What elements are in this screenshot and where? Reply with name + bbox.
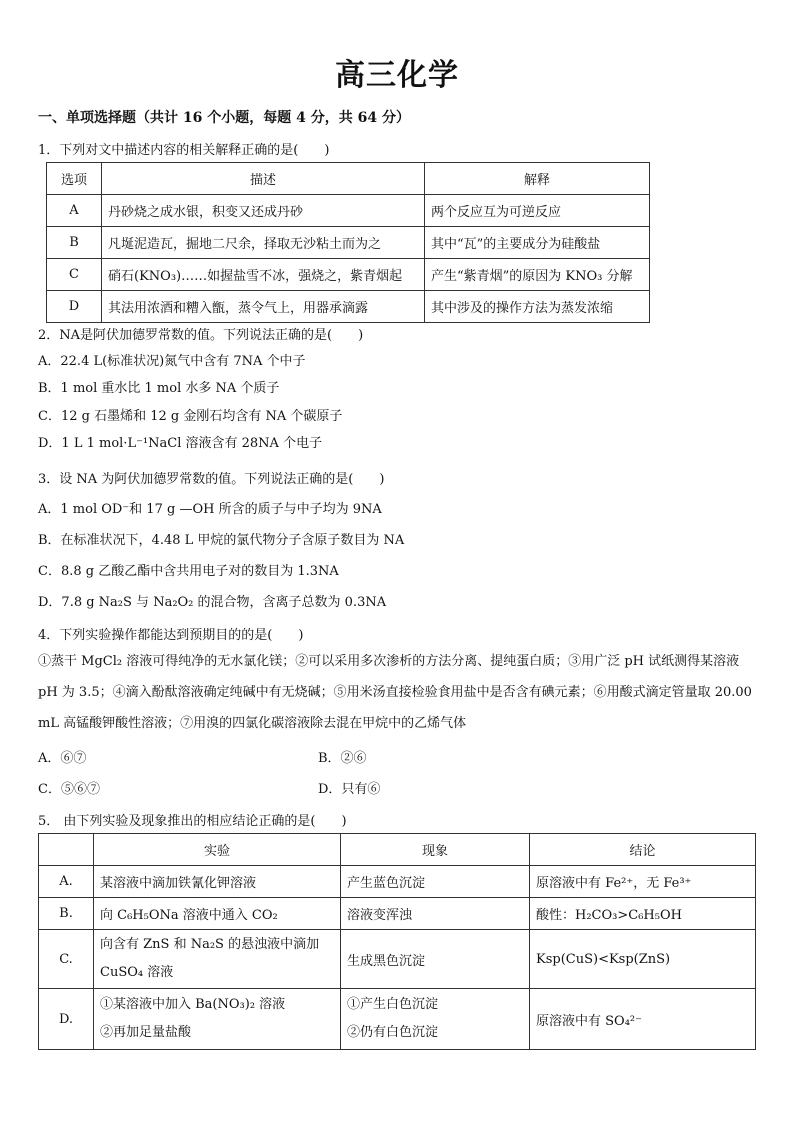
table-cell: 两个反应互为可逆反应 [425,195,650,227]
q2-stem: 2．NA是阿伏加德罗常数的值。下列说法正确的是( ) [38,328,364,343]
header-cell: 结论 [530,834,756,866]
table-cell: A [47,195,102,227]
table-cell: 产生“紫青烟”的原因为 KNO₃ 分解 [425,259,650,291]
header-cell: 现象 [341,834,530,866]
table-row [39,989,756,1050]
table-cell [94,930,341,989]
q5-stem: 5． 由下列实验及现象推出的相应结论正确的是( ) [38,814,347,829]
section-heading: 一、单项选择题（共计 16 个小题，每题 4 分，共 64 分） [38,110,410,126]
table-cell: 其中涉及的操作方法为蒸发浓缩 [425,291,650,323]
table-cell: A. [39,866,94,898]
table-cell: B. [39,898,94,930]
header-cell: 选项 [47,163,102,195]
q4-body: ①蒸干 MgCl₂ 溶液可得纯净的无水氯化镁；②可以采用多次渗析的方法分离、提纯蛋白质；③用广泛 pH 试纸测得某溶液 pH 为 3.5；④滴入酚酞溶液确定纯碱中有无烧碱；⑤用米汤直接检验食用盐中是否含有碘元素；⑥用酸式滴定管量取 20.00 mL 高锰酸钾酸性溶液；⑦用溴的四氯化碳溶液除去混在甲烷中的乙烯气体 [38,654,752,731]
table-cell: 硝石(KNO₃)……如握盐雪不冰，强烧之，紫青烟起 [102,259,425,291]
table-row [39,930,756,989]
q2-option-d: D．1 L 1 mol·L⁻¹NaCl 溶液含有 28NA 个电子 [38,436,323,451]
q2-option-a: A．22.4 L(标准状况)氮气中含有 7NA 个中子 [38,354,306,369]
table-cell: 丹砂烧之成水银，积变又还成丹砂 [102,195,425,227]
q3-stem: 3．设 NA 为阿伏加德罗常数的值。下列说法正确的是( ) [38,472,385,487]
q1-stem: 1．下列对文中描述内容的相关解释正确的是( ) [38,143,330,158]
header-cell: 描述 [102,163,425,195]
table-row [47,259,650,291]
table-header-row [39,834,756,866]
table-cell: 其中“瓦”的主要成分为硅酸盐 [425,227,650,259]
q3-option-d: D．7.8 g Na₂S 与 Na₂O₂ 的混合物，含离子总数为 0.3NA [38,595,387,610]
table-row [39,898,756,930]
q3-option-b: B．在标准状况下，4.48 L 甲烷的氯代物分子含原子数目为 NA [38,533,405,548]
header-cell: 实验 [94,834,341,866]
table-row [47,291,650,323]
table-cell: C. [39,930,94,989]
q4-option-c: C．⑤⑥⑦ [38,782,100,797]
q4-option-a: A．⑥⑦ [38,751,87,766]
q4-option-d: D．只有⑥ [318,782,381,797]
table-cell: 某溶液中滴加铁氰化钾溶液 [94,866,341,898]
table-cell: 溶液变浑浊 [341,898,530,930]
cell-line: 向含有 ZnS 和 Na₂S 的悬浊液中滴加 [100,937,320,952]
table-cell: D. [39,989,94,1050]
page-title: 高三化学 [335,58,459,93]
table-cell [341,989,530,1050]
cell-line: ②再加足量盐酸 [100,1025,192,1040]
table-row [39,866,756,898]
table-cell: 产生蓝色沉淀 [341,866,530,898]
cell-line: ①产生白色沉淀 [347,997,439,1012]
q5-table [38,833,756,1050]
table-cell: 凡埏泥造瓦，掘地二尺余，择取无沙粘土而为之 [102,227,425,259]
header-cell [39,834,94,866]
q4-stem: 4．下列实验操作都能达到预期目的的是( ) [38,628,304,643]
table-cell: 生成黑色沉淀 [341,930,530,989]
cell-line: CuSO₄ 溶液 [100,965,174,980]
table-header-row [47,163,650,195]
q3-option-c: C．8.8 g 乙酸乙酯中含共用电子对的数目为 1.3NA [38,564,339,579]
q1-table [46,162,650,323]
table-cell: C [47,259,102,291]
table-cell: 原溶液中有 Fe²⁺，无 Fe³⁺ [530,866,756,898]
cell-line: ②仍有白色沉淀 [347,1025,439,1040]
table-row [47,227,650,259]
table-cell: 原溶液中有 SO₄²⁻ [530,989,756,1050]
table-cell: B [47,227,102,259]
table-cell: Ksp(CuS)<Ksp(ZnS) [530,930,756,989]
q2-option-b: B．1 mol 重水比 1 mol 水多 NA 个质子 [38,381,280,396]
table-cell: 酸性：H₂CO₃>C₆H₅OH [530,898,756,930]
table-cell: 其法用浓酒和糟入甑，蒸令气上，用器承滴露 [102,291,425,323]
q4-option-b: B．②⑥ [318,751,367,766]
cell-line: ①某溶液中加入 Ba(NO₃)₂ 溶液 [100,997,286,1012]
table-cell [94,989,341,1050]
q2-option-c: C．12 g 石墨烯和 12 g 金刚石均含有 NA 个碳原子 [38,409,343,424]
table-cell: D [47,291,102,323]
q3-option-a: A．1 mol OD⁻和 17 g —OH 所含的质子与中子均为 9NA [38,502,382,517]
table-row [47,195,650,227]
header-cell: 解释 [425,163,650,195]
table-cell: 向 C₆H₅ONa 溶液中通入 CO₂ [94,898,341,930]
